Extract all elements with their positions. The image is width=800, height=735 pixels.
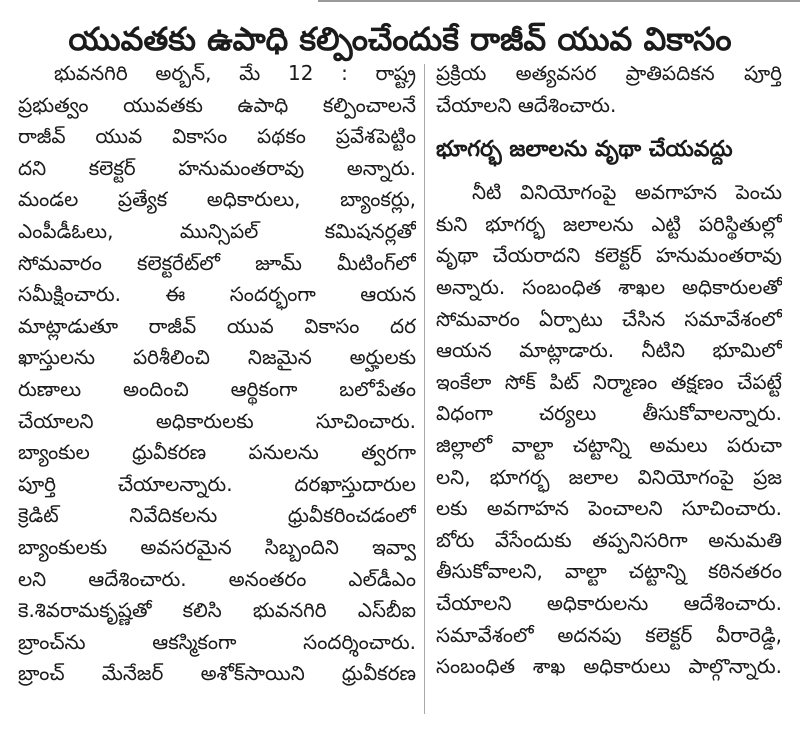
article-line: సమావేశంలో అదనపు కలెక్టర్ వీరారెడ్డి, [436,622,782,647]
article-line: దని కలెక్టర్ హనుమంతరావు అన్నారు. [18,155,416,180]
article-line: క్రెడిట్ నివేదికలను ధ్రువీకరించడంలో [18,503,416,528]
column-divider [424,64,425,714]
article-line: భువనగిరి అర్బన్, మే 12 : రాష్ట్ర [54,61,416,85]
article-line: జిల్లాలో వాల్టా చట్టాన్ని అమలు పరుచా [436,432,782,457]
article-line: బ్యాంకులకు అవసరమైన సిబ్బందిని ఇవ్వా [18,534,416,559]
article-line: పూర్తి చేయాలన్నారు. దరఖాస్తుదారుల [18,471,416,496]
article-line: రుణాలు అందించి ఆర్థికంగా బలోపేతం [18,376,416,401]
article-line: సంబంధిత శాఖ అధికారులు పాల్గొన్నారు. [436,654,782,679]
article-line: చేయాలని అధికారులకు సూచించారు. [18,408,416,433]
article-line: మాట్లాడుతూ రాజీవ్ యువ వికాసం దర [18,313,416,338]
article-line: ఖాస్తులను పరిశీలించి నిజమైన అర్హులకు [18,345,416,370]
article-line: మండల ప్రత్యేక అధికారులు, బ్యాంకర్లు, [18,187,416,212]
article-line: ఆయన మాట్లాడారు. నీటిని భూమిలో [436,338,782,363]
top-rule [318,0,800,2]
article-line: సోమవారం ఏర్పాటు చేసిన సమావేశంలో [436,306,782,331]
article-line: సోమవారం కలెక్టరేట్‌లో జూమ్ మీటింగ్‌లో [18,250,416,275]
article-line: అన్నారు. సంబంధిత శాఖల అధికారులతో [436,274,782,299]
headline: యువతకు ఉపాధి కల్పించేందుకే రాజీవ్ యువ వికాసం [68,20,732,58]
article-line: విధంగా చర్యలు తీసుకోవాలన్నారు. [436,401,782,426]
article-line: రాజీవ్ యువ వికాసం పథకం ప్రవేశపెట్టిం [18,124,416,149]
article-line: ఎంపీడీఓలు, మున్సిపల్ కమిషనర్లతో [18,218,416,243]
article-line: ప్రభుత్వం యువతకు ఉపాధి కల్పించాలనే [18,92,416,117]
article-line: లని ఆదేశించారు. అనంతరం ఎల్‌డీఎం [18,566,416,591]
article-line: చేయాలని అధికారులను ఆదేశించారు. [436,590,782,615]
article-line: ప్రక్రియ అత్యవసర ప్రాతిపదికన పూర్తి [436,61,782,85]
article-line: కె.శివరామకృష్ణతో కలిసి భువనగిరి ఎస్‌బీఐ [18,598,416,623]
left-column [18,58,416,690]
article-line: బోరు వేసేందుకు తప్పనిసరిగా అనుమతి [436,527,782,552]
article-line: సమీక్షించారు. ఈ సందర్భంగా ఆయన [18,282,416,307]
article-line: బ్యాంకుల ధ్రువీకరణ పనులను త్వరగా [18,440,416,465]
article-line: నీటి వినియోగంపై అవగాహన పెంచు [472,180,782,205]
article-line: బ్రాంచ్‌ను ఆకస్మికంగా సందర్శించారు. [18,629,416,654]
article-line: లని, భూగర్భ జలాల వినియోగంపై ప్రజ [436,464,782,489]
article-line: బ్రాంచ్ మేనేజర్ అశోక్‌సాయిని ధ్రువీకరణ [18,661,416,686]
article-line: కుని భూగర్భ జలాలను ఎట్టి పరిస్థితుల్లో [436,211,782,236]
article-line: ఇంకేలా సోక్ పిట్ నిర్మాణం తక్షణం చేపట్టే [436,369,782,394]
right-column [436,58,782,683]
article-line: వృథా చేయరాదని కలెక్టర్ హనుమంతరావు [436,243,782,268]
article-line: తీసుకోవాలని, వాల్టా చట్టాన్ని కఠినతరం [436,559,782,584]
article-line: చేయాలని ఆదేశించారు. [436,92,617,117]
article-line: లకు అవగాహన పెంచాలని సూచించారు. [436,496,782,521]
subheading: భూగర్భ జలాలను వృథా చేయవద్దు [436,137,733,163]
